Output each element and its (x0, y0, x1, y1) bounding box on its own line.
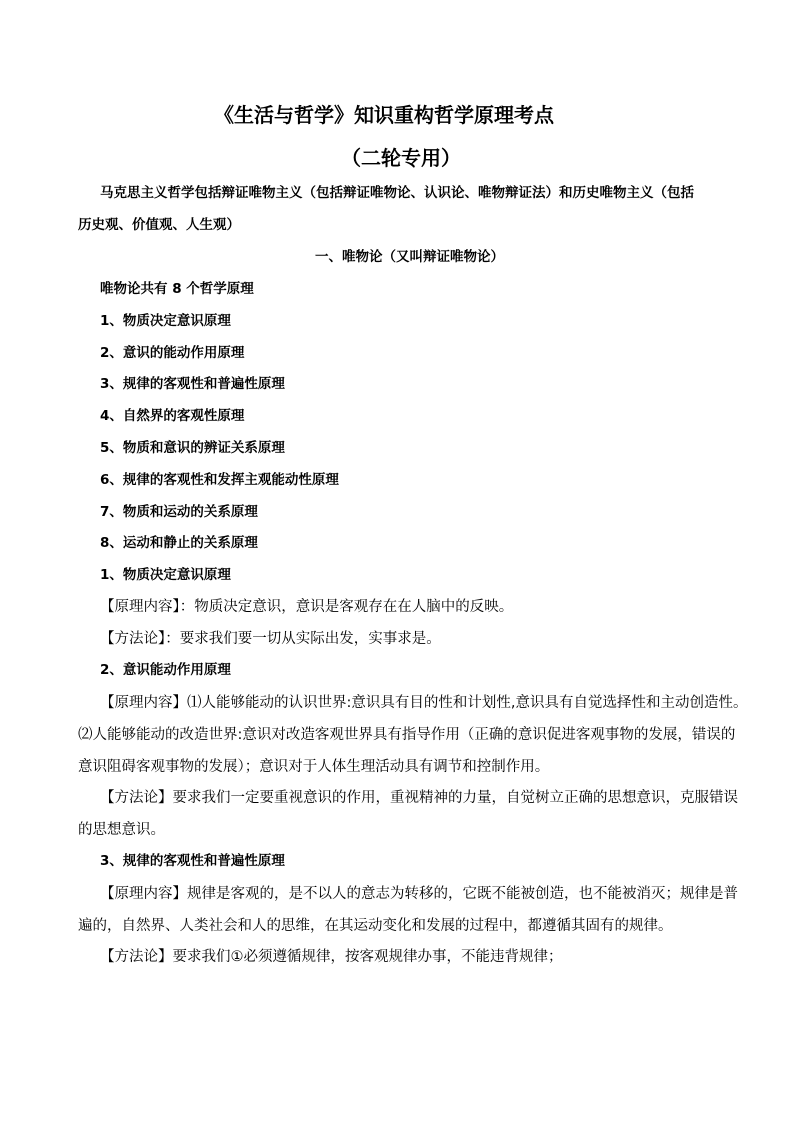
principle-2-content-line-1: 【原理内容】⑴人能够能动的认识世界:意识具有目的性和计划性,意识具有自觉选择性和主动创造性。 (100, 695, 748, 711)
principle-2-heading: 2、意识能动作用原理 (100, 662, 231, 678)
principle-list-item: 4、自然界的客观性原理 (100, 408, 245, 424)
principle-list-item: 1、物质决定意识原理 (100, 313, 231, 329)
principle-3-content-line-1: 【原理内容】规律是客观的，是不以人的意志为转移的，它既不能被创造，也不能被消灭；规律是普 (100, 886, 738, 902)
principle-list-item: 7、物质和运动的关系原理 (100, 504, 258, 520)
principle-1-method: 【方法论】：要求我们要一切从实际出发，实事求是。 (100, 631, 441, 647)
principle-list-item: 6、规律的客观性和发挥主观能动性原理 (100, 472, 339, 488)
principle-1-heading: 1、物质决定意识原理 (100, 567, 231, 583)
principle-2-content-line-2: ⑵人能够能动的改造世界:意识对改造客观世界具有指导作用（正确的意识促进客观事物的发展，错误的 (78, 727, 736, 743)
principle-list-item: 3、规律的客观性和普遍性原理 (100, 376, 285, 392)
document-subtitle: （二轮专用） (341, 146, 461, 170)
principle-1-content: 【原理内容】：物质决定意识，意识是客观存在在人脑中的反映。 (100, 599, 514, 615)
principle-3-content-line-2: 遍的，自然界、人类社会和人的思维，在其运动变化和发展的过程中，都遵循其固有的规律。 (78, 918, 673, 934)
principle-count: 唯物论共有 8 个哲学原理 (100, 281, 254, 297)
principle-2-method-line-1: 【方法论】要求我们一定要重视意识的作用，重视精神的力量，自觉树立正确的思想意识，克服错误 (100, 790, 738, 806)
principle-list-item: 5、物质和意识的辨证关系原理 (100, 440, 285, 456)
principle-list-item: 8、运动和静止的关系原理 (100, 535, 258, 551)
section-heading: 一、唯物论（又叫辩证唯物论） (315, 249, 504, 265)
document-title: 《生活与哲学》知识重构哲学原理考点 (214, 103, 554, 127)
principle-2-content-line-3: 意识阻碍客观事物的发展）；意识对于人体生理活动具有调节和控制作用。 (78, 759, 550, 775)
intro-line-2: 历史观、价值观、人生观） (78, 217, 240, 233)
principle-3-method-line-1: 【方法论】要求我们①必须遵循规律，按客观规律办事，不能违背规律； (100, 949, 563, 965)
principle-3-heading: 3、规律的客观性和普遍性原理 (100, 853, 285, 869)
principle-list-item: 2、意识的能动作用原理 (100, 345, 245, 361)
intro-line-1: 马克思主义哲学包括辩证唯物主义（包括辩证唯物论、认识论、唯物辩证法）和历史唯物主义（包括 (100, 185, 694, 201)
principle-2-method-line-2: 的思想意识。 (78, 822, 165, 838)
